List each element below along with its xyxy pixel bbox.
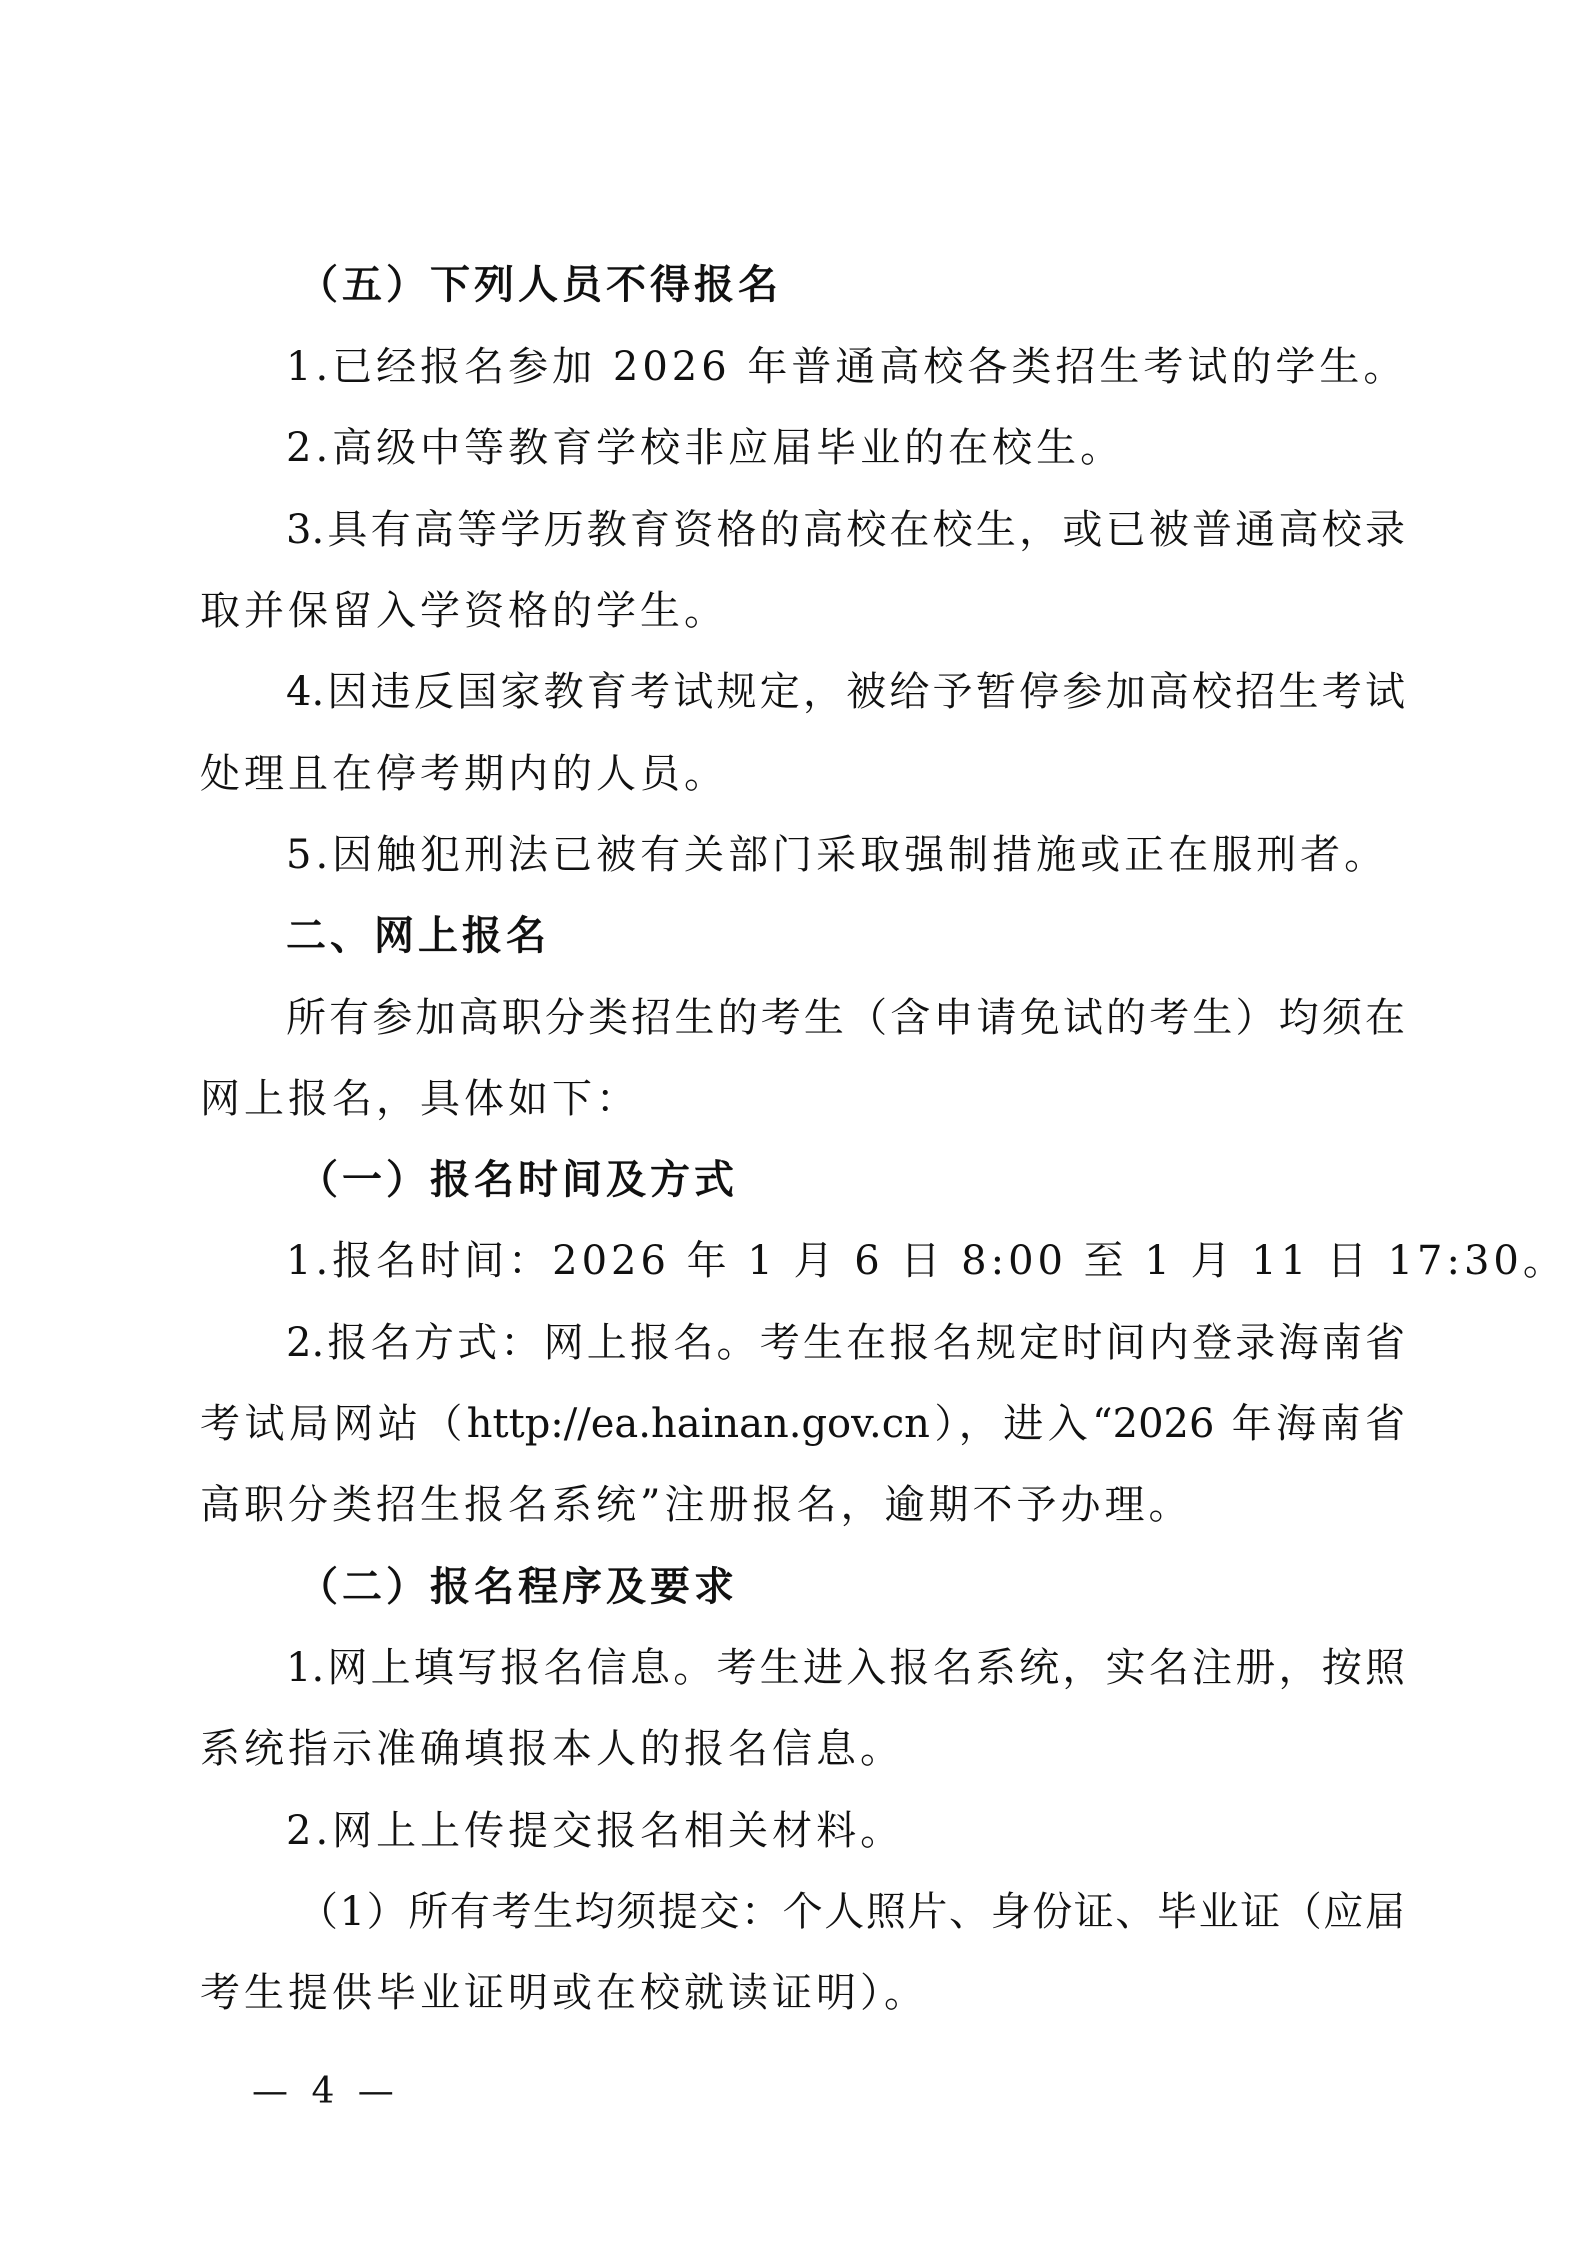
- paragraph-line: 处理且在停考期内的人员。: [200, 751, 728, 797]
- subheading-two: （二）报名程序及要求: [298, 1563, 738, 1610]
- paragraph-line: 2.高级中等教育学校非应届毕业的在校生。: [286, 425, 1125, 471]
- paragraph-line: 考试局网站（http://ea.hainan.gov.cn），进入“2026 年海南省: [200, 1401, 1405, 1447]
- section-heading-online-registration: 二、网上报名: [286, 913, 550, 959]
- page-number: — 4 —: [252, 2071, 400, 2112]
- subheading-five: （五）下列人员不得报名: [298, 261, 782, 308]
- paragraph-line: 1.网上填写报名信息。考生进入报名系统，实名注册，按照: [286, 1645, 1405, 1691]
- paragraph-line: 网上报名，具体如下：: [200, 1076, 640, 1122]
- paragraph-line: （1）所有考生均须提交：个人照片、身份证、毕业证（应届: [298, 1889, 1405, 1935]
- paragraph-line: 2.网上上传提交报名相关材料。: [286, 1808, 905, 1854]
- subheading-one: （一）报名时间及方式: [298, 1156, 738, 1203]
- paragraph-line: 考生提供毕业证明或在校就读证明）。: [200, 1970, 928, 2016]
- paragraph-line: 取并保留入学资格的学生。: [200, 588, 728, 634]
- paragraph-line: 4.因违反国家教育考试规定，被给予暂停参加高校招生考试: [286, 669, 1405, 715]
- paragraph-line: 3.具有高等学历教育资格的高校在校生，或已被普通高校录: [286, 507, 1405, 553]
- paragraph-line: 5.因触犯刑法已被有关部门采取强制措施或正在服刑者。: [286, 832, 1389, 878]
- paragraph-line: 1.报名时间：2026 年 1 月 6 日 8:00 至 1 月 11 日 17:30。: [286, 1238, 1567, 1284]
- paragraph-line: 所有参加高职分类招生的考生（含申请免试的考生）均须在: [286, 995, 1405, 1041]
- paragraph-line: 高职分类招生报名系统”注册报名，逾期不予办理。: [200, 1482, 1193, 1528]
- paragraph-line: 2.报名方式：网上报名。考生在报名规定时间内登录海南省: [286, 1320, 1405, 1366]
- paragraph-line: 1.已经报名参加 2026 年普通高校各类招生考试的学生。: [286, 344, 1408, 390]
- paragraph-line: 系统指示准确填报本人的报名信息。: [200, 1726, 904, 1772]
